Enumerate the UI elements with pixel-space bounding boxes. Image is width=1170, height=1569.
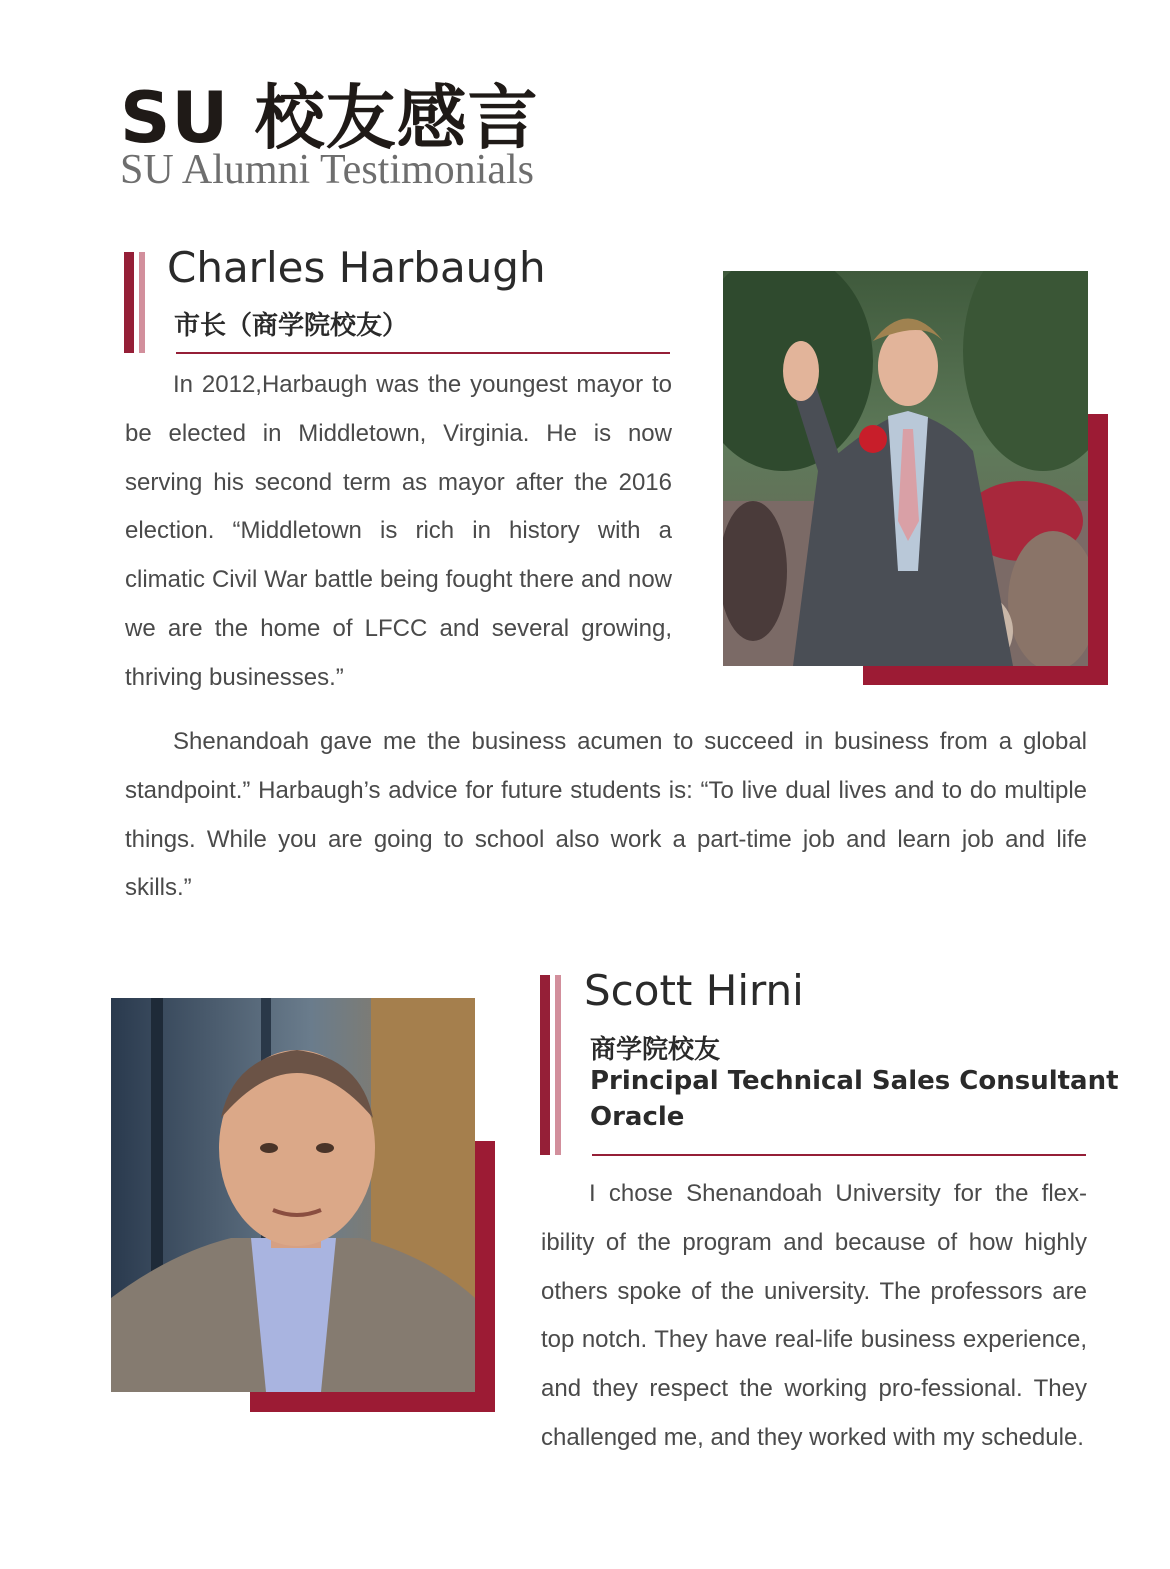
testimonial-paragraph: In 2012,Harbaugh was the youngest mayor to be elected in Middletown, Virginia. He is now serving his second term as mayor after the 2016 election. “Middletown is rich in history with a climatic Civil War battle being fought there and now we are the home of LFCC and several growing, thriving businesses.” <box>125 371 672 691</box>
alumni-name: Charles Harbaugh <box>167 243 546 292</box>
alumni-name: Scott Hirni <box>584 966 804 1015</box>
name-accent-bar-light <box>555 975 561 1155</box>
name-accent-bar-light <box>139 252 145 353</box>
photo-illustration <box>111 998 475 1392</box>
page-title: SU 校友感言 <box>120 77 539 159</box>
page-subtitle: SU Alumni Testimonials <box>120 147 534 193</box>
name-accent-bar <box>540 975 550 1155</box>
name-accent-bar <box>124 252 134 353</box>
photo-illustration <box>723 271 1088 666</box>
alumni-role: 市长（商学院校友） <box>174 311 409 341</box>
divider-line <box>592 1154 1086 1156</box>
alumni-role: 商学院校友 <box>590 1035 721 1065</box>
alumni-photo-scott <box>111 998 475 1392</box>
alumni-job-title: Principal Technical Sales Consultant <box>590 1066 1119 1096</box>
divider-line <box>176 352 670 354</box>
testimonial-paragraph: Shenandoah gave me the business acumen to succeed in business from a global standpoint.” Harbaugh’s advice for future students is: “To live dual lives and to do multiple things. While you are going to school also work a part-time job and learn job and life skills.” <box>125 728 1087 902</box>
testimonial-paragraph: I chose Shenandoah University for the flex-ibility of the program and because of how highly others spoke of the university. The professors are top notch. They have real-life business experience, and they respect the working pro-fessional. They challenged me, and they worked with my schedule. <box>541 1180 1087 1451</box>
alumni-photo-charles <box>723 271 1088 666</box>
alumni-company: Oracle <box>590 1102 685 1132</box>
